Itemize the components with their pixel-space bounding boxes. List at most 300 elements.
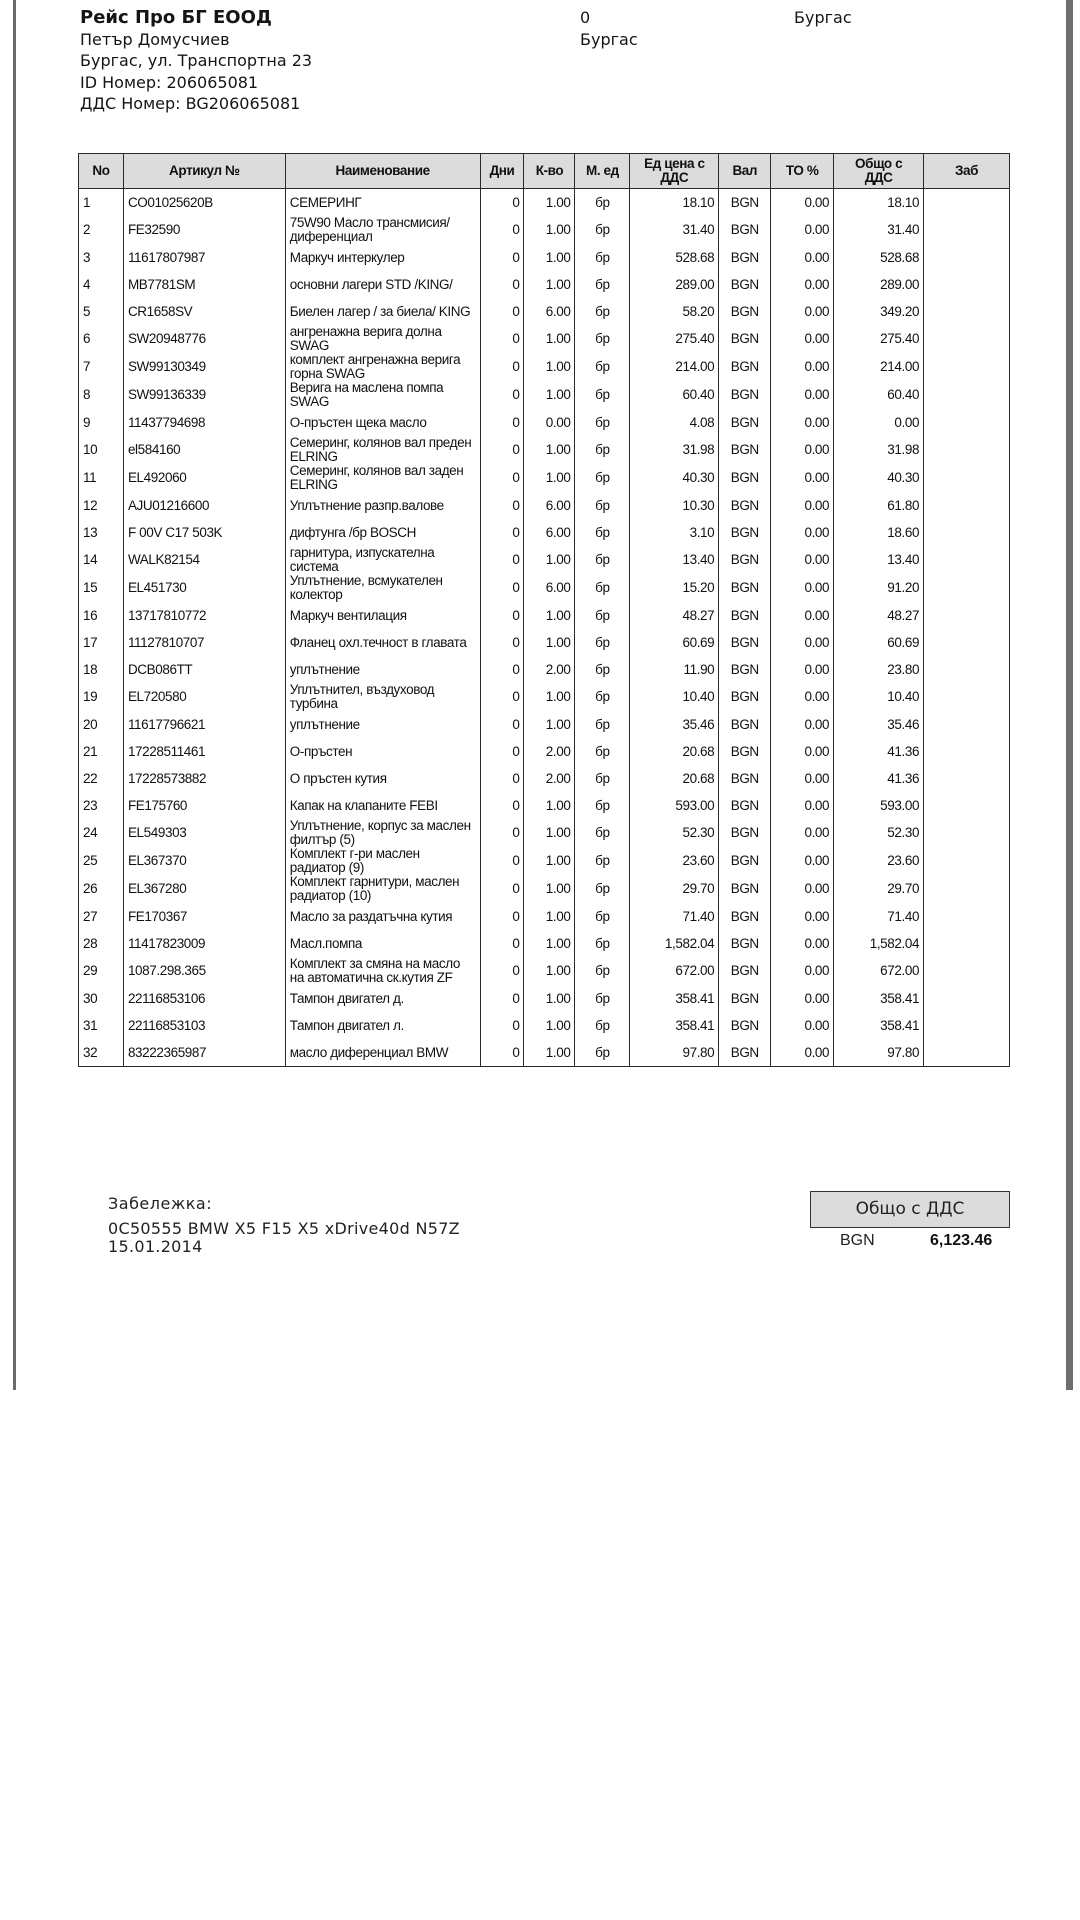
cell-days: 0 xyxy=(480,546,524,574)
cell-days: 0 xyxy=(480,353,524,381)
cell-qty: 1.00 xyxy=(524,930,575,957)
cell-unit: бр xyxy=(575,1039,630,1067)
col-header-unit: М. ед xyxy=(575,154,630,189)
cell-note xyxy=(924,519,1010,546)
cell-total: 41.36 xyxy=(834,738,924,765)
cell-unit: бр xyxy=(575,464,630,492)
table-row xyxy=(79,574,1010,602)
cell-no: 28 xyxy=(79,930,124,957)
cell-article: 17228511461 xyxy=(123,738,285,765)
cell-price: 13.40 xyxy=(630,546,719,574)
cell-total: 18.60 xyxy=(834,519,924,546)
cell-days: 0 xyxy=(480,819,524,847)
cell-days: 0 xyxy=(480,875,524,903)
cell-name: Уплътнение, корпус за маслен филтър (5) xyxy=(285,819,480,847)
cell-price: 15.20 xyxy=(630,574,719,602)
table-row xyxy=(79,464,1010,492)
cell-name: масло диференциал BMW xyxy=(285,1039,480,1067)
cell-days: 0 xyxy=(480,271,524,298)
cell-price: 275.40 xyxy=(630,325,719,353)
cell-unit: бр xyxy=(575,957,630,985)
cell-unit: бр xyxy=(575,546,630,574)
total-line-2: ДДС xyxy=(864,170,893,185)
cell-name: Маркуч интеркулер xyxy=(285,244,480,271)
page-left-border xyxy=(13,0,16,1390)
page-right-border xyxy=(1066,0,1073,1390)
cell-name: Верига на маслена помпа SWAG xyxy=(285,381,480,409)
cell-no: 1 xyxy=(79,189,124,217)
cell-note xyxy=(924,436,1010,464)
cell-disc: 0.00 xyxy=(771,519,834,546)
cell-article: WALK82154 xyxy=(123,546,285,574)
cell-article: 11127810707 xyxy=(123,629,285,656)
cell-cur: BGN xyxy=(719,492,771,519)
total-line-1: Общо с xyxy=(855,156,903,171)
cell-disc: 0.00 xyxy=(771,574,834,602)
cell-total: 52.30 xyxy=(834,819,924,847)
cell-unit: бр xyxy=(575,711,630,738)
cell-qty: 1.00 xyxy=(524,1039,575,1067)
cell-unit: бр xyxy=(575,216,630,244)
cell-qty: 1.00 xyxy=(524,629,575,656)
cell-unit: бр xyxy=(575,683,630,711)
table-row xyxy=(79,271,1010,298)
cell-cur: BGN xyxy=(719,436,771,464)
cell-qty: 6.00 xyxy=(524,492,575,519)
cell-no: 27 xyxy=(79,903,124,930)
cell-total: 0.00 xyxy=(834,409,924,436)
cell-qty: 1.00 xyxy=(524,381,575,409)
company-name: Рейс Про БГ ЕООД xyxy=(80,7,272,28)
cell-no: 7 xyxy=(79,353,124,381)
cell-disc: 0.00 xyxy=(771,353,834,381)
cell-total: 358.41 xyxy=(834,985,924,1012)
cell-no: 8 xyxy=(79,381,124,409)
cell-note xyxy=(924,930,1010,957)
col-header-article: Артикул № xyxy=(123,154,285,189)
cell-article: SW99136339 xyxy=(123,381,285,409)
cell-disc: 0.00 xyxy=(771,271,834,298)
cell-article: AJU01216600 xyxy=(123,492,285,519)
cell-name: Капак на клапаните FEBI xyxy=(285,792,480,819)
cell-price: 60.40 xyxy=(630,381,719,409)
cell-qty: 1.00 xyxy=(524,602,575,629)
cell-name: уплътнение xyxy=(285,656,480,683)
cell-cur: BGN xyxy=(719,244,771,271)
cell-total: 48.27 xyxy=(834,602,924,629)
table-row xyxy=(79,216,1010,244)
table-row xyxy=(79,189,1010,217)
cell-name: Комплект г-ри маслен радиатор (9) xyxy=(285,847,480,875)
cell-name: Уплътнител, въздуховод турбина xyxy=(285,683,480,711)
cell-note xyxy=(924,325,1010,353)
cell-note xyxy=(924,353,1010,381)
cell-price: 20.68 xyxy=(630,738,719,765)
cell-unit: бр xyxy=(575,244,630,271)
cell-price: 358.41 xyxy=(630,985,719,1012)
cell-price: 672.00 xyxy=(630,957,719,985)
table-row xyxy=(79,903,1010,930)
cell-price: 3.10 xyxy=(630,519,719,546)
cell-name: 75W90 Масло трансмисия/диференциал xyxy=(285,216,480,244)
cell-qty: 1.00 xyxy=(524,711,575,738)
cell-unit: бр xyxy=(575,656,630,683)
cell-disc: 0.00 xyxy=(771,464,834,492)
table-row xyxy=(79,819,1010,847)
cell-no: 21 xyxy=(79,738,124,765)
col-header-name: Наименование xyxy=(285,154,480,189)
note-line-2: 15.01.2014 xyxy=(108,1237,203,1256)
cell-price: 48.27 xyxy=(630,602,719,629)
cell-days: 0 xyxy=(480,985,524,1012)
cell-article: 83222365987 xyxy=(123,1039,285,1067)
cell-article: 17228573882 xyxy=(123,765,285,792)
cell-article: el584160 xyxy=(123,436,285,464)
cell-days: 0 xyxy=(480,847,524,875)
cell-article: FE175760 xyxy=(123,792,285,819)
cell-unit: бр xyxy=(575,325,630,353)
cell-disc: 0.00 xyxy=(771,711,834,738)
cell-note xyxy=(924,985,1010,1012)
cell-name: О пръстен кутия xyxy=(285,765,480,792)
cell-name: Тампон двигател д. xyxy=(285,985,480,1012)
cell-disc: 0.00 xyxy=(771,985,834,1012)
cell-unit: бр xyxy=(575,738,630,765)
total-currency: BGN xyxy=(840,1232,875,1249)
cell-cur: BGN xyxy=(719,683,771,711)
cell-article: CO01025620B xyxy=(123,189,285,217)
cell-no: 6 xyxy=(79,325,124,353)
table-row xyxy=(79,629,1010,656)
cell-name: Масло за раздатъчна кутия xyxy=(285,903,480,930)
cell-total: 23.60 xyxy=(834,847,924,875)
cell-unit: бр xyxy=(575,792,630,819)
cell-price: 35.46 xyxy=(630,711,719,738)
cell-qty: 1.00 xyxy=(524,985,575,1012)
table-row xyxy=(79,847,1010,875)
cell-disc: 0.00 xyxy=(771,847,834,875)
cell-article: EL367370 xyxy=(123,847,285,875)
cell-note xyxy=(924,602,1010,629)
cell-total: 349.20 xyxy=(834,298,924,325)
cell-disc: 0.00 xyxy=(771,930,834,957)
cell-total: 97.80 xyxy=(834,1039,924,1067)
cell-days: 0 xyxy=(480,574,524,602)
cell-qty: 1.00 xyxy=(524,436,575,464)
cell-days: 0 xyxy=(480,957,524,985)
cell-qty: 1.00 xyxy=(524,325,575,353)
cell-name: СЕМЕРИНГ xyxy=(285,189,480,217)
cell-article: CR1658SV xyxy=(123,298,285,325)
cell-article: EL492060 xyxy=(123,464,285,492)
cell-days: 0 xyxy=(480,602,524,629)
cell-article: SW20948776 xyxy=(123,325,285,353)
cell-disc: 0.00 xyxy=(771,244,834,271)
cell-qty: 1.00 xyxy=(524,792,575,819)
cell-article: SW99130349 xyxy=(123,353,285,381)
cell-disc: 0.00 xyxy=(771,325,834,353)
col-header-unit-price xyxy=(630,154,719,189)
cell-no: 20 xyxy=(79,711,124,738)
cell-price: 20.68 xyxy=(630,765,719,792)
cell-note xyxy=(924,738,1010,765)
cell-note xyxy=(924,244,1010,271)
cell-price: 358.41 xyxy=(630,1012,719,1039)
cell-total: 35.46 xyxy=(834,711,924,738)
cell-total: 60.40 xyxy=(834,381,924,409)
cell-name: Комплект гарнитури, маслен радиатор (10) xyxy=(285,875,480,903)
issue-place-block xyxy=(794,7,852,29)
cell-cur: BGN xyxy=(719,519,771,546)
cell-days: 0 xyxy=(480,325,524,353)
cell-price: 31.98 xyxy=(630,436,719,464)
table-row xyxy=(79,875,1010,903)
cell-qty: 1.00 xyxy=(524,464,575,492)
cell-article: 11417823009 xyxy=(123,930,285,957)
cell-note xyxy=(924,903,1010,930)
cell-no: 5 xyxy=(79,298,124,325)
table-row xyxy=(79,353,1010,381)
table-row xyxy=(79,930,1010,957)
cell-disc: 0.00 xyxy=(771,1039,834,1067)
cell-no: 3 xyxy=(79,244,124,271)
cell-price: 23.60 xyxy=(630,847,719,875)
cell-article: 11617807987 xyxy=(123,244,285,271)
note-line-1: 0C50555 BMW X5 F15 X5 xDrive40d N57Z xyxy=(108,1219,460,1238)
note-text xyxy=(108,1220,460,1256)
cell-cur: BGN xyxy=(719,847,771,875)
cell-unit: бр xyxy=(575,298,630,325)
cell-days: 0 xyxy=(480,216,524,244)
table-row xyxy=(79,298,1010,325)
cell-no: 16 xyxy=(79,602,124,629)
cell-unit: бр xyxy=(575,436,630,464)
cell-days: 0 xyxy=(480,519,524,546)
cell-note xyxy=(924,492,1010,519)
cell-total: 71.40 xyxy=(834,903,924,930)
cell-name: уплътнение xyxy=(285,711,480,738)
cell-no: 31 xyxy=(79,1012,124,1039)
cell-qty: 6.00 xyxy=(524,574,575,602)
cell-days: 0 xyxy=(480,189,524,217)
cell-name: Фланец охл.течност в главата xyxy=(285,629,480,656)
cell-unit: бр xyxy=(575,847,630,875)
cell-days: 0 xyxy=(480,656,524,683)
cell-cur: BGN xyxy=(719,629,771,656)
cell-price: 29.70 xyxy=(630,875,719,903)
cell-unit: бр xyxy=(575,985,630,1012)
cell-note xyxy=(924,546,1010,574)
cell-qty: 1.00 xyxy=(524,244,575,271)
cell-cur: BGN xyxy=(719,957,771,985)
cell-total: 593.00 xyxy=(834,792,924,819)
table-row xyxy=(79,602,1010,629)
cell-no: 14 xyxy=(79,546,124,574)
cell-unit: бр xyxy=(575,875,630,903)
cell-price: 289.00 xyxy=(630,271,719,298)
cell-disc: 0.00 xyxy=(771,683,834,711)
cell-no: 13 xyxy=(79,519,124,546)
table-row xyxy=(79,765,1010,792)
cell-unit: бр xyxy=(575,765,630,792)
cell-total: 31.98 xyxy=(834,436,924,464)
cell-days: 0 xyxy=(480,436,524,464)
cell-note xyxy=(924,765,1010,792)
table-row xyxy=(79,985,1010,1012)
cell-unit: бр xyxy=(575,1012,630,1039)
cell-note xyxy=(924,656,1010,683)
table-row xyxy=(79,1012,1010,1039)
cell-disc: 0.00 xyxy=(771,298,834,325)
cell-disc: 0.00 xyxy=(771,903,834,930)
cell-cur: BGN xyxy=(719,765,771,792)
cell-qty: 1.00 xyxy=(524,216,575,244)
cell-article: F 00V C17 503K xyxy=(123,519,285,546)
cell-article: FE170367 xyxy=(123,903,285,930)
cell-disc: 0.00 xyxy=(771,1012,834,1039)
table-row xyxy=(79,436,1010,464)
cell-name: гарнитура, изпускателна система xyxy=(285,546,480,574)
cell-qty: 1.00 xyxy=(524,189,575,217)
cell-article: MB7781SM xyxy=(123,271,285,298)
cell-note xyxy=(924,189,1010,217)
table-row xyxy=(79,519,1010,546)
cell-days: 0 xyxy=(480,930,524,957)
cell-article: FE32590 xyxy=(123,216,285,244)
unit-price-line-2: ДДС xyxy=(660,170,689,185)
cell-cur: BGN xyxy=(719,409,771,436)
cell-cur: BGN xyxy=(719,903,771,930)
cell-article: EL451730 xyxy=(123,574,285,602)
cell-name: О-пръстен xyxy=(285,738,480,765)
cell-unit: бр xyxy=(575,189,630,217)
cell-note xyxy=(924,216,1010,244)
table-row xyxy=(79,244,1010,271)
cell-note xyxy=(924,629,1010,656)
cell-price: 10.40 xyxy=(630,683,719,711)
company-block xyxy=(80,7,312,115)
cell-cur: BGN xyxy=(719,464,771,492)
unit-price-line-1: Ед цена с xyxy=(644,156,705,171)
cell-note xyxy=(924,381,1010,409)
cell-price: 40.30 xyxy=(630,464,719,492)
cell-article: EL720580 xyxy=(123,683,285,711)
cell-days: 0 xyxy=(480,1039,524,1067)
company-id-number: ID Номер: 206065081 xyxy=(80,72,259,92)
items-table xyxy=(78,153,1010,1067)
cell-article: EL367280 xyxy=(123,875,285,903)
cell-unit: бр xyxy=(575,574,630,602)
cell-article: 1087.298.365 xyxy=(123,957,285,985)
cell-total: 61.80 xyxy=(834,492,924,519)
cell-qty: 0.00 xyxy=(524,409,575,436)
note-label: Забележка: xyxy=(108,1194,213,1213)
cell-name: комплект ангренажна верига горна SWAG xyxy=(285,353,480,381)
cell-cur: BGN xyxy=(719,325,771,353)
cell-unit: бр xyxy=(575,381,630,409)
cell-total: 23.80 xyxy=(834,656,924,683)
cell-total: 18.10 xyxy=(834,189,924,217)
cell-no: 2 xyxy=(79,216,124,244)
cell-name: ангренажна верига долна SWAG xyxy=(285,325,480,353)
company-address: Бургас, ул. Транспортна 23 xyxy=(80,51,313,70)
cell-no: 30 xyxy=(79,985,124,1012)
cell-disc: 0.00 xyxy=(771,216,834,244)
cell-note xyxy=(924,1012,1010,1039)
cell-cur: BGN xyxy=(719,792,771,819)
cell-no: 15 xyxy=(79,574,124,602)
cell-note xyxy=(924,792,1010,819)
cell-total: 1,582.04 xyxy=(834,930,924,957)
cell-disc: 0.00 xyxy=(771,381,834,409)
table-row xyxy=(79,409,1010,436)
table-row xyxy=(79,711,1010,738)
cell-disc: 0.00 xyxy=(771,436,834,464)
cell-total: 91.20 xyxy=(834,574,924,602)
table-row xyxy=(79,792,1010,819)
cell-total: 275.40 xyxy=(834,325,924,353)
cell-name: О-пръстен щека масло xyxy=(285,409,480,436)
col-header-note: Заб xyxy=(924,154,1010,189)
cell-price: 71.40 xyxy=(630,903,719,930)
cell-name: Биелен лагер / за биела/ KING xyxy=(285,298,480,325)
cell-total: 289.00 xyxy=(834,271,924,298)
cell-qty: 1.00 xyxy=(524,271,575,298)
cell-cur: BGN xyxy=(719,381,771,409)
cell-days: 0 xyxy=(480,792,524,819)
cell-total: 672.00 xyxy=(834,957,924,985)
cell-days: 0 xyxy=(480,765,524,792)
cell-cur: BGN xyxy=(719,189,771,217)
cell-note xyxy=(924,409,1010,436)
cell-cur: BGN xyxy=(719,216,771,244)
cell-price: 4.08 xyxy=(630,409,719,436)
cell-no: 24 xyxy=(79,819,124,847)
cell-note xyxy=(924,1039,1010,1067)
cell-qty: 1.00 xyxy=(524,903,575,930)
cell-unit: бр xyxy=(575,903,630,930)
recipient-line-1: 0 xyxy=(580,8,591,27)
cell-name: Тампон двигател л. xyxy=(285,1012,480,1039)
cell-total: 41.36 xyxy=(834,765,924,792)
cell-price: 18.10 xyxy=(630,189,719,217)
cell-cur: BGN xyxy=(719,298,771,325)
cell-disc: 0.00 xyxy=(771,546,834,574)
cell-article: 22116853106 xyxy=(123,985,285,1012)
cell-note xyxy=(924,298,1010,325)
col-header-total xyxy=(834,154,924,189)
cell-days: 0 xyxy=(480,381,524,409)
cell-qty: 1.00 xyxy=(524,819,575,847)
cell-no: 19 xyxy=(79,683,124,711)
contact-person: Петър Домусчиев xyxy=(80,29,230,49)
table-row xyxy=(79,492,1010,519)
cell-disc: 0.00 xyxy=(771,492,834,519)
cell-name: Масл.помпа xyxy=(285,930,480,957)
table-row xyxy=(79,738,1010,765)
cell-no: 10 xyxy=(79,436,124,464)
table-row xyxy=(79,325,1010,353)
cell-no: 17 xyxy=(79,629,124,656)
cell-days: 0 xyxy=(480,492,524,519)
cell-cur: BGN xyxy=(719,1039,771,1067)
cell-days: 0 xyxy=(480,298,524,325)
table-row xyxy=(79,1039,1010,1067)
cell-no: 29 xyxy=(79,957,124,985)
cell-price: 1,582.04 xyxy=(630,930,719,957)
cell-price: 58.20 xyxy=(630,298,719,325)
table-row xyxy=(79,546,1010,574)
